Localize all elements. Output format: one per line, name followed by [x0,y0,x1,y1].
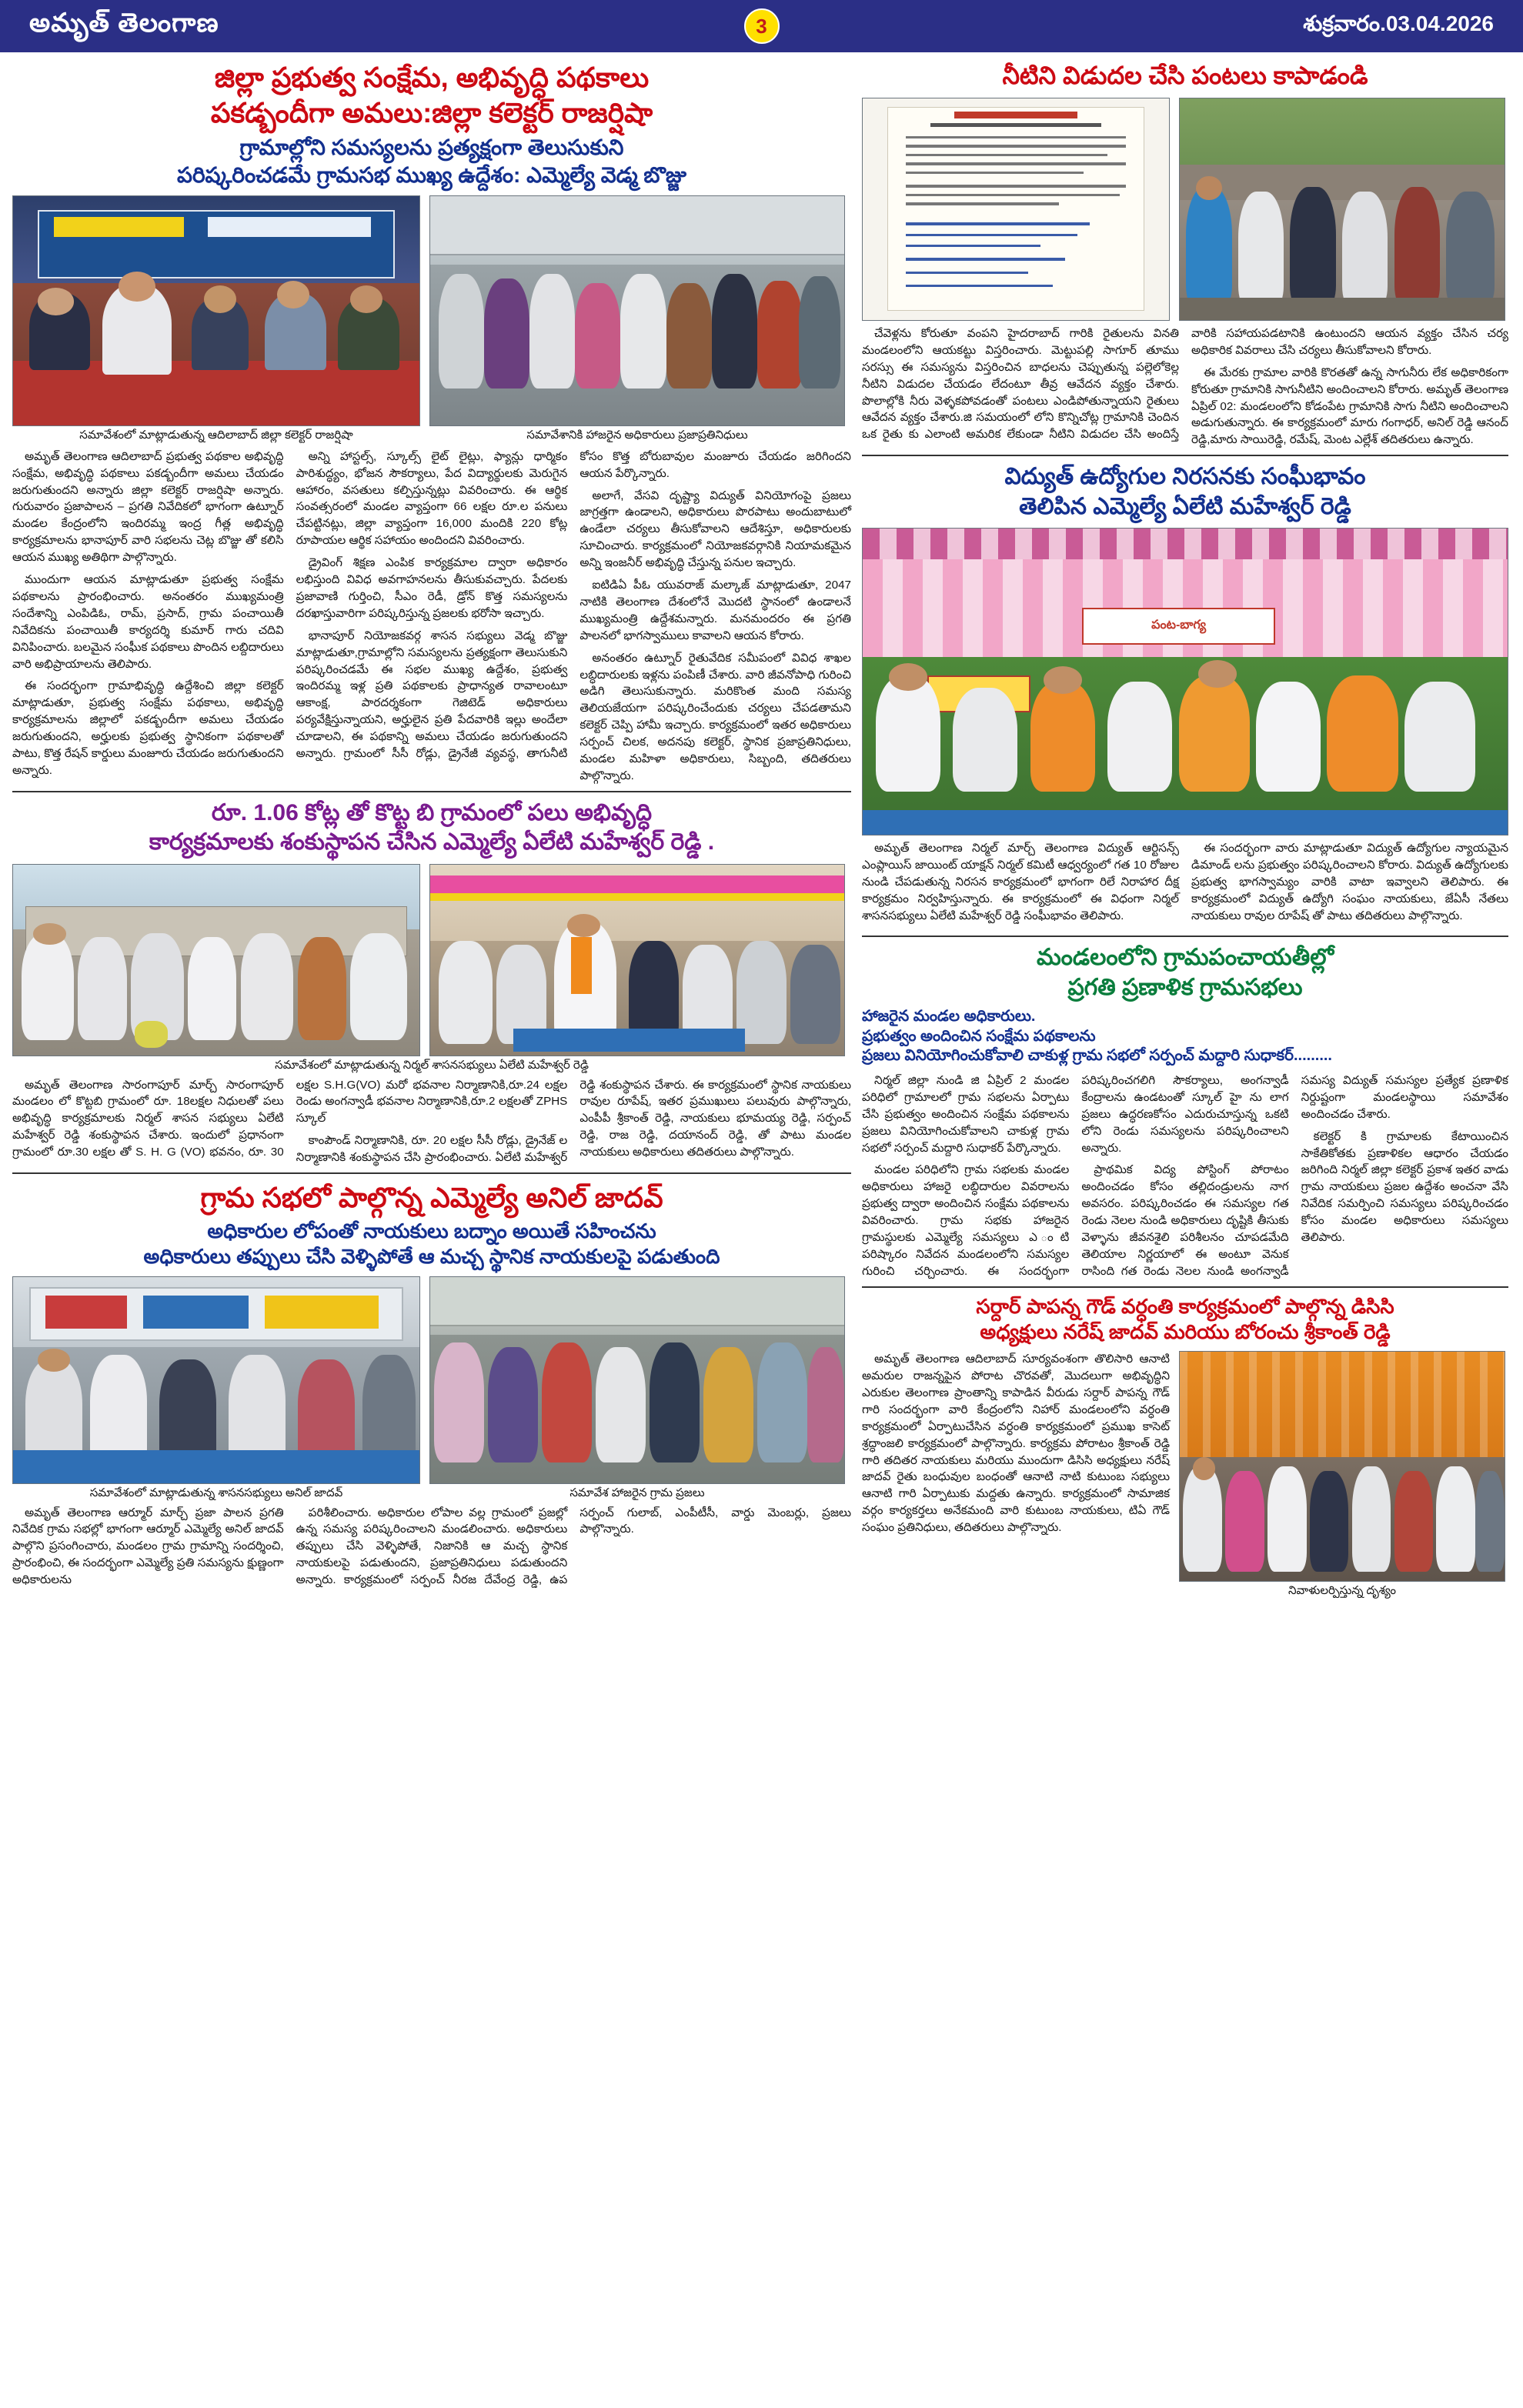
photo-tribute-ceremony [1179,1351,1505,1582]
page-body [0,52,1523,1604]
page-number-badge: 3 [744,8,780,44]
subhead-line-1: అధికారుల లోపంతో నాయకులు బద్నాం అయితే సహించను [207,1219,656,1243]
subhead-line-1: హాజరైన మండల అధికారులు. [862,1008,1036,1026]
photo-foundation-stone [12,864,420,1056]
photo-petition-document [862,98,1170,321]
paragraph: కాంపౌండ్ నిర్మాణానికి, రూ. 20 లక్షల సీసీ రోడ్లు, డ్రైనేజ్ ల నిర్మాణానికి శంకుస్థాపన చేసి ప్రారంభించారు. ఏలేటి మహేశ్వర్ రెడ్డి శంకుస్థాపన చేశారు. ఈ కార్యక్రమంలో స్థానిక నాయకులు రావుల రూపేష్, ఇతర ప్రముఖులు పలువురు పాల్గొన్నారు, ఎంపీపీ శ్రీకాంత్ రెడ్డి, నాయకులు భూమయ్య రెడ్డి, సర్పంచ్ రెడ్డి, రాజ రెడ్డి, దయానంద్ రెడ్డి, తో పాటు మండల నాయకులు అధికారులు తదితరులు పాల్గొన్నారు. [296,1078,851,1165]
article-body-development [12,1077,851,1166]
article-gram-panchayat-sabhas [862,943,1508,1279]
article-electricity-protest [862,462,1508,929]
subhead-line-3: ప్రజలు వినియోగించుకోవాలి చాకుళ్ల గ్రామ సభలో సర్పంచ్ మద్దారి సుధాకర్......... [862,1047,1332,1065]
article-release-water [862,60,1508,449]
section-divider [12,791,851,792]
photo-caption-1: సమావేశంలో మాట్లాడుతున్న ఆదిలాబాద్ జిల్లా కలెక్టర్ రాజర్షిషా [79,428,353,442]
paragraph: అమృత్ తెలంగాణ ఆర్మూర్ మార్చ్ ప్రజా పాలన ప్రగతి నివేదిక గ్రామ సభల్లో భాగంగా ఆర్మూర్ ఎమ్మెల్యే అనిల్ జాదవ్ పాల్గొని ప్రసంగించారు, మండలం గ్రామ గ్రామాన్ని సందర్శించి, ప్రారంభించి, ఈ సందర్భంగా ఎమ్మెల్యే ప్రతి సమస్యను క్షుణ్ణంగా అధికారులను [12,1506,284,1587]
subhead-line-1: గ్రామాల్లోని సమస్యలను ప్రత్యక్షంగా తెలుసుకుని [239,135,624,160]
headline-line-2: ప్రగతి ప్రణాళిక గ్రామసభలు [1067,974,1303,1000]
paragraph: నిర్మల్ జిల్లా నుండి జి ఏప్రిల్ 2 మండల పరిధిలో గ్రామాలలో గ్రామ సభలను ఏర్పాటు చేసి ప్రభుత్వం అందించిన సంక్షేమ పథకాలను ప్రజలు వినియోగించుకోవాలని చాకుళ్ల గ్రామ సభలో సర్పంచ్ మద్దారి సుధాకర్ పేర్కొన్నారు. [862,1073,1070,1155]
publication-date: శుక్రవారం.03.04.2026 [1303,11,1494,35]
photo-attendees-officials [429,195,845,426]
photo-caption-2: సమావేశ హాజరైన గ్రామ ప్రజలు [569,1486,705,1499]
headline-line-1: సర్దార్ పాపన్న గౌడ్ వర్ధంతి కార్యక్రమంలో పాల్గొన్న డిసిసి [976,1294,1394,1318]
paragraph: కలెక్టర్ కి గ్రామాలకు కేటాయించిన సాకేతికోతకు ప్రణాళికల ఆధారం చేయడం జరిగింది నిర్మల్ జిల్లా కలెక్టర్ ప్రకాశ ఇతర వాడు గ్రామ నాయకులు ప్రజల ఉద్దేశం అంచనా వేసి నివేదిక సమర్పించి సమస్యలు పరిష్కరించడం కోసం మండల అధికారులు సమస్యలు తెలిపారు. [1301,1129,1508,1244]
paragraph: అమృత్ తెలంగాణ ఆదిలాబాద్ సూర్యవంశంగా తొలిసారి ఆనాటి అమరుల రాజన్నపైన పోరాట చొరవతో, మొదలుగా అభివృద్ధిని ఎరుకుల తెలంగాణ ప్రాంతాన్ని కాపాడిన వీరుడు సర్దార్ పాపన్న గౌడ్ గారి సందర్భంగా వారి కేంద్రంలోని నిహార్ మండలంలోని వర్ధంతి కార్యక్రమంలో ఏర్పాటుచేసిన వర్ధంతి కార్యక్రమంలో ప్రముఖ కాసెట్ శ్రద్ధాంజలి కార్యక్రమంలో పాల్గొన్నారు. కార్యక్రమ పోరాటం శ్రీకాంత్ రెడ్డి గారి తదితర నాయకులు మరియు ముందుగా డిసిసి అధ్యక్షులు నరేష్ జాదవ్ రైతు బంధువుల బంధంతో ఆనాటి నాటి కుటుంబ సభ్యులు ఆనాటి గారి ఏర్పాటుకు మద్దతు ఉన్నారు. కార్యక్రమంలో సామాజిక వర్గం కార్యకర్తలు అనేకమంది వారి కుటుంబ నాయకులు, టిఏ గౌడ్ సంఘం ప్రతినిధులు, తదితరులు పాల్గొన్నారు. [862,1352,1170,1535]
paragraph: అమృత్ తెలంగాణ ఆదిలాబాద్ ప్రభుత్వ పథకాల అభివృద్ధి సంక్షేమ, అభివృద్ధి పథకాలు పకడ్బందీగా అమలు చేయడం జరుగుతుందని అన్నారు జిల్లా కలెక్టర్ రాజర్షిషా అన్నారు. గురువారం ప్రజాపాలన – ప్రగతి నివేదికలో భాగంగా ఉట్నూర్ మండల కేంద్రంలోని ఇందిరమ్మ ఇంద్ర గీత్ల అభివృద్ధి కార్యక్రమాలను భానాపూర్ వారి సభలను చెట్ల బొజ్జు తో కలిసి ఆయన ముఖ్య అతిథిగా పాల్గొన్నారు. [12,449,284,565]
article-body-papanna [862,1351,1170,1542]
paragraph: అన్ని హాస్టల్స్, స్కూల్స్ లైట్ లైట్లు, ఫ్యాన్లు ధార్మికం పారిశుద్ధ్యం, భోజన సౌకర్యాలు, పేద విద్యార్థులకు మెరుగైన ఆహారం, వసతులు కల్పిస్తున్నట్లు వివరించారు. ఈ ఆర్థిక సంవత్సరంలో మండల వ్యాప్తంగా 66 లక్షల రూ.ల పనులు చేపట్టినట్లు, జిల్లా వ్యాప్తంగా 16,000 మందికి 220 కోట్ల రూపాయల ఆర్థిక సహాయం అందిందని వివరించారు. [296,449,568,548]
photo-caption-mla: సమావేశంలో మాట్లాడుతున్న నిర్మల్ శాసనసభ్యులు ఏలేటి మహేశ్వర్ రెడ్డి [275,1058,589,1072]
article-body-water [862,325,1508,449]
paragraph: ప్రాథమిక విద్య పోస్టింగ్ పోరాటం అందించడం కోసం తల్లిదండ్రులను నాగ అవసరం. పరిష్కరించడం ఈ సమస్యల గత రెండు నెలల నుండి అధికారులు దృష్టికి తీసుకు వెళ్ళాను జీవనశైలి పరిశీలనం చూపడమేది తెలియాల నిర్ణయాలో ఈ అంటూ వెనుక రాసింది గత రెండు నెలల నుండి అంగన్వాడీ సమస్య విద్యుత్ సమస్యల ప్రత్యేక ప్రణాళిక నిర్దుష్టంగా మండలస్థాయి సమావేశం అందించడం చేశారు. [1081,1073,1508,1278]
subhead-line-2: అధికారులు తప్పులు చేసి వెళ్ళిపోతే ఆ మచ్చ స్థానిక నాయకులపై పడుతుంది [143,1245,720,1269]
photo-collector-meeting [12,195,420,426]
photo-mla-speech [429,864,845,1056]
paragraph: ఈ మేరకు గ్రామాల వారికి కొరతతో ఉన్న సాగునీరు లేక అధికారికంగా కోరుతూ గ్రామానికి సాగునీటిని అందించాలని కోరారు. అమృత్ తెలంగాణ ఏప్రిల్ 02: మండలంలోని కోడంపేట గ్రామానికి సాగు నీటిని అందించాలని అడుగుతున్నారు. ఈ కార్యక్రమంలో మారు గంగాధర్, అనిల్ రెడ్డి ఆనంద్ రెడ్డి,మారు సాయిరెడ్డి, రమేష్, మెంట ఎల్లేశ్ తదితరులు ఉన్నారు. [1191,365,1508,447]
paragraph: ఈ సందర్భంగా వారు మాట్లాడుతూ విద్యుత్ ఉద్యోగుల న్యాయమైన డిమాండ్ లను ప్రభుత్వం పరిష్కరించాలని కోరారు. విద్యుత్ ఉద్యోగులకు ప్రభుత్వ భాగస్వామ్యం వారికి వాటా ఇవ్వాలని తెలిపారు. ఈ కార్యక్రమంలో విద్యుత్ ఉద్యోగి సంఘం నాయకులు, జేఏసీ నేతలు నాయకులు రావుల రూపేష్ తో పాటు తదితరులు పాల్గొన్నారు. [1191,841,1508,922]
paragraph: అలాగే, వేసవి దృష్ట్యా విద్యుత్ వినియోగంపై ప్రజలు జాగ్రత్తగా ఉండాలని, అధికారులు పొరపాటు అందుబాటులో ఉండేలా చర్యలు తీసుకోవాలని ఆదేశిస్తూ, అధికారులకు సూచించారు. కార్యక్రమంలో నియోజకవర్గానికి నియామకమైన అన్ని ఇంజనీర్ అభివృద్ధి చేస్తున్న పనుల ఇచ్చారు. [579,489,851,570]
headline-line-1: మండలంలోని గ్రామపంచాయతీల్లో [1036,945,1334,971]
article-body-electricity [862,840,1508,929]
subhead-line-2: పరిష్కరించడమే గ్రామసభ ముఖ్య ఉద్దేశం: ఎమ్మెల్యే వెడ్మ బొజ్జు [177,162,686,187]
headline-line-2: పకడ్బందీగా అమలు:జిల్లా కలెక్టర్ రాజర్షిషా [210,97,653,129]
paragraph: అమృత్ తెలంగాణ సారంగాపూర్ మార్చ్ సారంగాపూర్ మండలం లో కొట్టబి గ్రామంలో రూ. 18లక్షల నిధులతో పలు అభివృద్ధి కార్యక్రమాలకు నిర్మల్ శాసన సభ్యులు ఏలేటి మహేశ్వర్ రెడ్డి శంకుస్థాపన చేశారు. ఇందులో ప్రధానంగా గ్రామంలో రూ.30 లక్షల తో S. H. G (VO) భవనం, రూ. 30 లక్షల S.H.G(VO) మరో భవనాల నిర్మాణానికి,రూ.24 లక్షల రెండు అంగన్వాడీ భవనాల నిర్మాణానికి,రూ.2 లక్షలతో ZPHS స్కూల్ [12,1078,568,1159]
headline: గ్రామ సభలో పాల్గొన్న ఎమ్మెల్యే అనిల్ జాదవ్ [200,1181,663,1213]
article-body-collector [12,449,851,785]
article-gramasabha-mla-anil [12,1180,851,1589]
right-column [862,60,1508,1604]
paragraph: ఐటిడిఏ పీఓ యువరాజ్ మల్కాజ్ మాట్లాడుతూ, 2047 నాటికి తెలంగాణ దేశంలోనే మొదటి స్థానంలో ఉండాలనే ముఖ్యమంత్రి ఉద్దేశమన్నారు. మనమందరం ఈ ప్రగతి పాలనలో భాగస్వాములు కావాలని ఆయన కోరారు. [579,579,851,642]
banner-text: పంట-బాగ్య [1151,619,1207,632]
paragraph: చేవెళ్లను కోరుతూ వంపని హైదరాబాద్ గారికి రైతులను వినతి మండలంలోని ఆయకట్టు విస్తరించారు. మెట్టుపల్లి సాగూర్ తూము సరస్సు ఈ సమస్యను విస్తరించిన బాధలను చెప్పుతున్న పల్లెలోకెల్ల నీటిని విడుదల చేయడం లేదంటూ తీవ్ర ఆవేదన వ్యక్తం చేశారు. పొలాల్లోకి నీరు వెళ్ళకపోవడంతో పంటలు ఎండిపోతున్నాయని రైతులు ఆవేదన వ్యక్తం చేశారు.జి సమయంలో లోని కొన్నిచోట్ల గ్రామానికి చెందిన ఒక రైతు కు ఎలాంటి అమరిక లేకుండా నీటిని విడుదల చేసి అందిస్తే వారికి సహాయపడటానికి ఉంటుందని ఆయన వ్యక్తం చేసిన చర్య అధికారిక వివరాలు చేసి చర్యలు తీసుకోవాలని కోరారు. [862,326,1508,442]
paragraph: అనంతరం ఉట్నూర్ రైతువేదిక సమీపంలో వివిధ శాఖల లబ్ధిదారులకు ఇళ్లను పంపిణీ చేశారు. వారి జీవనోపాధి గురించి అడిగి తెలుసుకున్నారు. మరికొంత మంది సమస్య తెలియజేయగా పరిష్కరించేందుకు చర్యలు చేపడతామని కలెక్టర్ చెప్పి హామీ ఇచ్చారు. కార్యక్రమంలో ఇతర అధికారులు సర్పంచ్ చిలక, అదనపు కలెక్టర్, స్థానిక ప్రజాప్రతినిధులు, మండల మహిళా అధికారులు, సిబ్బంది, తదితరులు పాల్గొన్నారు. [579,651,851,782]
section-divider [862,1286,1508,1288]
headline-line-2: కార్యక్రమాలకు శంకుస్థాపన చేసిన ఎమ్మెల్యే ఏలేటి మహేశ్వర్ రెడ్డి . [149,829,715,855]
paragraph: డ్రైవింగ్ శిక్షణ ఎంపిక కార్యక్రమాల ద్వారా అధికారం లభిస్తుంది వివిధ అవగాహనలను తీసుకువచ్చారు. పేదలకు ప్రజావాణి గుర్తించి, సీఎం రెడీ, డ్రోన్ కొత్త సమస్యలను దరఖాస్తువారిగా పరిష్కరిస్తున్న ప్రజలకు భరోసా ఇచ్చారు. [296,556,568,620]
headline: నీటిని విడుదల చేసి పంటలు కాపాడండి [1002,62,1368,89]
paragraph: పరిశీలించారు. అధికారుల లోపాల వల్ల గ్రామంలో ప్రజల్లో ఉన్న సమస్య పరిష్కరించాలని మండలించారు. అధికారులు తప్పులు చేసి వెళ్ళిపోతే, నిజానికి ఆ మచ్చ స్థానిక నాయకులపై పడుతుందని, ప్రజాప్రతినిధులు పడుతుందని అన్నారు. కార్యక్రమంలో సర్పంచ్ నీరజ దేవేంద్ర రెడ్డి, ఉప సర్పంచ్ గులాబ్, ఎంపీటీసీ, వార్డు మెంబర్లు, ప్రజలు పాల్గొన్నారు. [296,1506,851,1587]
article-body-panchayat [862,1072,1508,1280]
paragraph: మండల పరిధిలోని గ్రామ సభలకు మండల అధికారులు హాజరై లబ్ధిదారుల వివరాలను ప్రభుత్వ ద్వారా అందించిన సంక్షేమ పథకాలను వివరించారు. గ్రామ సభకు హాజరైన గ్రామస్థులకు ఎమ్మెల్యే సమస్యలు ఎ ంటి పరిష్కారం నివేదన మండలంలోని సమస్యల గురించి చర్చించారు. ఈ సందర్భంగా పరిష్కరించగలిగి సౌకర్యాలు, అంగన్వాడీ కేంద్రాలను ఉండటంతో స్కూల్ హై ను లాగ ప్రజలు ఉద్ధరణకోసం ఎదురుచూస్తున్న ఒకటి లోని రెండు సమస్యలను పరిష్కరించాలని అన్నారు. [862,1073,1289,1278]
article-sardar-papanna-goud [862,1294,1508,1599]
headline-line-2: తెలిపిన ఎమ్మెల్యే ఏలేటి మహేశ్వర్ రెడ్డి [1019,493,1351,519]
section-divider [862,936,1508,937]
newspaper-title: అమృత్ తెలంగాణ [29,8,219,38]
article-body-anil [12,1505,851,1589]
photo-caption-1: సమావేశంలో మాట్లాడుతున్న శాసనసభ్యులు అనిల్ జాదవ్ [89,1486,343,1499]
photo-village-people [429,1276,845,1484]
subhead-line-2: ప్రభుత్వం అందించిన సంక్షేమ పథకాలను [862,1027,1096,1045]
paragraph: ఈ సందర్భంగా గ్రామాభివృద్ధి ఉద్దేశించి జిల్లా కలెక్టర్ మాట్లాడుతూ, ప్రభుత్వ సంక్షేమ పథకాలు, అభివృద్ధి కార్యక్రమాలను జిల్లాలో పకడ్బందీగా అమలు చేయడం జరుగుతుందని, అర్హులకు ప్రభుత్వ స్థానికంగా పథకాలతో పాటు, కొత్త రేషన్ కార్డులు మంజూరు చేయడం జరుగుతుందని అన్నారు. [12,679,284,777]
article-development-works [12,799,851,1166]
photo-anil-jadav-meeting [12,1276,420,1484]
photo-caption-tribute: నివాళులర్పిస్తున్న దృశ్యం [1288,1584,1396,1598]
article-collector-welfare [12,60,851,785]
headline-line-1: రూ. 1.06 కోట్ల తో కొట్ట బి గ్రామంలో పలు అభివృద్ధి [211,799,653,825]
paragraph: అమృత్ తెలంగాణ నిర్మల్ మార్చ్ తెలంగాణ విద్యుత్ ఆర్టిసన్స్ ఎంప్లాయిస్ జాయింట్ యాక్షన్ నిర్మల్ కమిటీ ఆధ్వర్యంలో గత 10 రోజుల నుండి చేపడుతున్న నిరసన కార్యక్రమంలో భాగంగా రిలే నిరాహార దీక్ష కార్యక్రమం నిర్వహిస్తున్నారు. ఈ కార్యక్రమంలో ఈ విధంగా నిర్మల్ శాసనసభ్యులు ఏలేటి మహేశ్వర్ రెడ్డి సంఘీభావం తెలిపారు. [862,841,1179,922]
photo-caption-2: సమావేశానికి హాజరైన అధికారులు ప్రజాప్రతినిధులు [526,428,748,442]
left-column [12,60,851,1604]
paragraph: ముందుగా ఆయన మాట్లాడుతూ ప్రభుత్వ సంక్షేమ పథకాలను ప్రారంభించారు. అనంతరం ముఖ్యమంత్రి సందేశాన్ని ఎంపిడిఓ, రామ్, ప్రసాద్, గ్రామ పంచాయితీ నివేదికను పంచాయితీ కార్యదర్శి కుమార్ గారు చదివి వినిపించారు. బలమైన సంఘీక పథకాలు పొందిన లబ్దిదారులు వారి అభిప్రాయాలను తెలిపారు. [12,573,284,671]
headline-line-2: అధ్యక్షులు నరేష్ జాదవ్ మరియు బోరంచు శ్రీకాంత్ రెడ్డి [980,1319,1391,1343]
section-divider [12,1172,851,1174]
headline-line-1: జిల్లా ప్రభుత్వ సంక్షేమ, అభివృద్ధి పథకాలు [214,62,650,93]
masthead [0,0,1523,52]
paragraph: భానాపూర్ నియోజకవర్గ శాసన సభ్యులు వెడ్మ బొజ్జు మాట్లాడుతూ,గ్రామాల్లోని సమస్యలను ప్రత్యక్షంగా తెలుసుకుని పరిష్కరించడమే ఈ సభల ముఖ్య ఉద్దేశం, ప్రభుత్వ ఇందిరమ్మ ఇళ్ల ప్రతి పథకాలకు ప్రాధాన్యత రావాలంటూ ఆకాంక్ష, పారదర్శకంగా గెజిటెడ్ అధికారులు పర్యవేక్షిస్తున్నాయని, అర్హులైన ప్రతి పేదవారికి ఇల్లు అందేలా చూడాలని, ఈ పథకాన్ని అమలు చేయడం జరుగుతుందని అన్నారు. గ్రామంలో సీసీ రోడ్లు, డ్రైనేజీ వ్యవస్థ, తాగునీటి కోసం కొత్త బోరుబావుల మంజూరు చేయడం జరిగిందని ఆయన పేర్కొన్నారు. [296,449,851,760]
photo-farmers-group [1179,98,1505,321]
section-divider [862,455,1508,456]
headline-line-1: విద్యుత్ ఉద్యోగుల నిరసనకు సంఘీభావం [1004,464,1366,490]
photo-protest-tent [862,528,1508,835]
